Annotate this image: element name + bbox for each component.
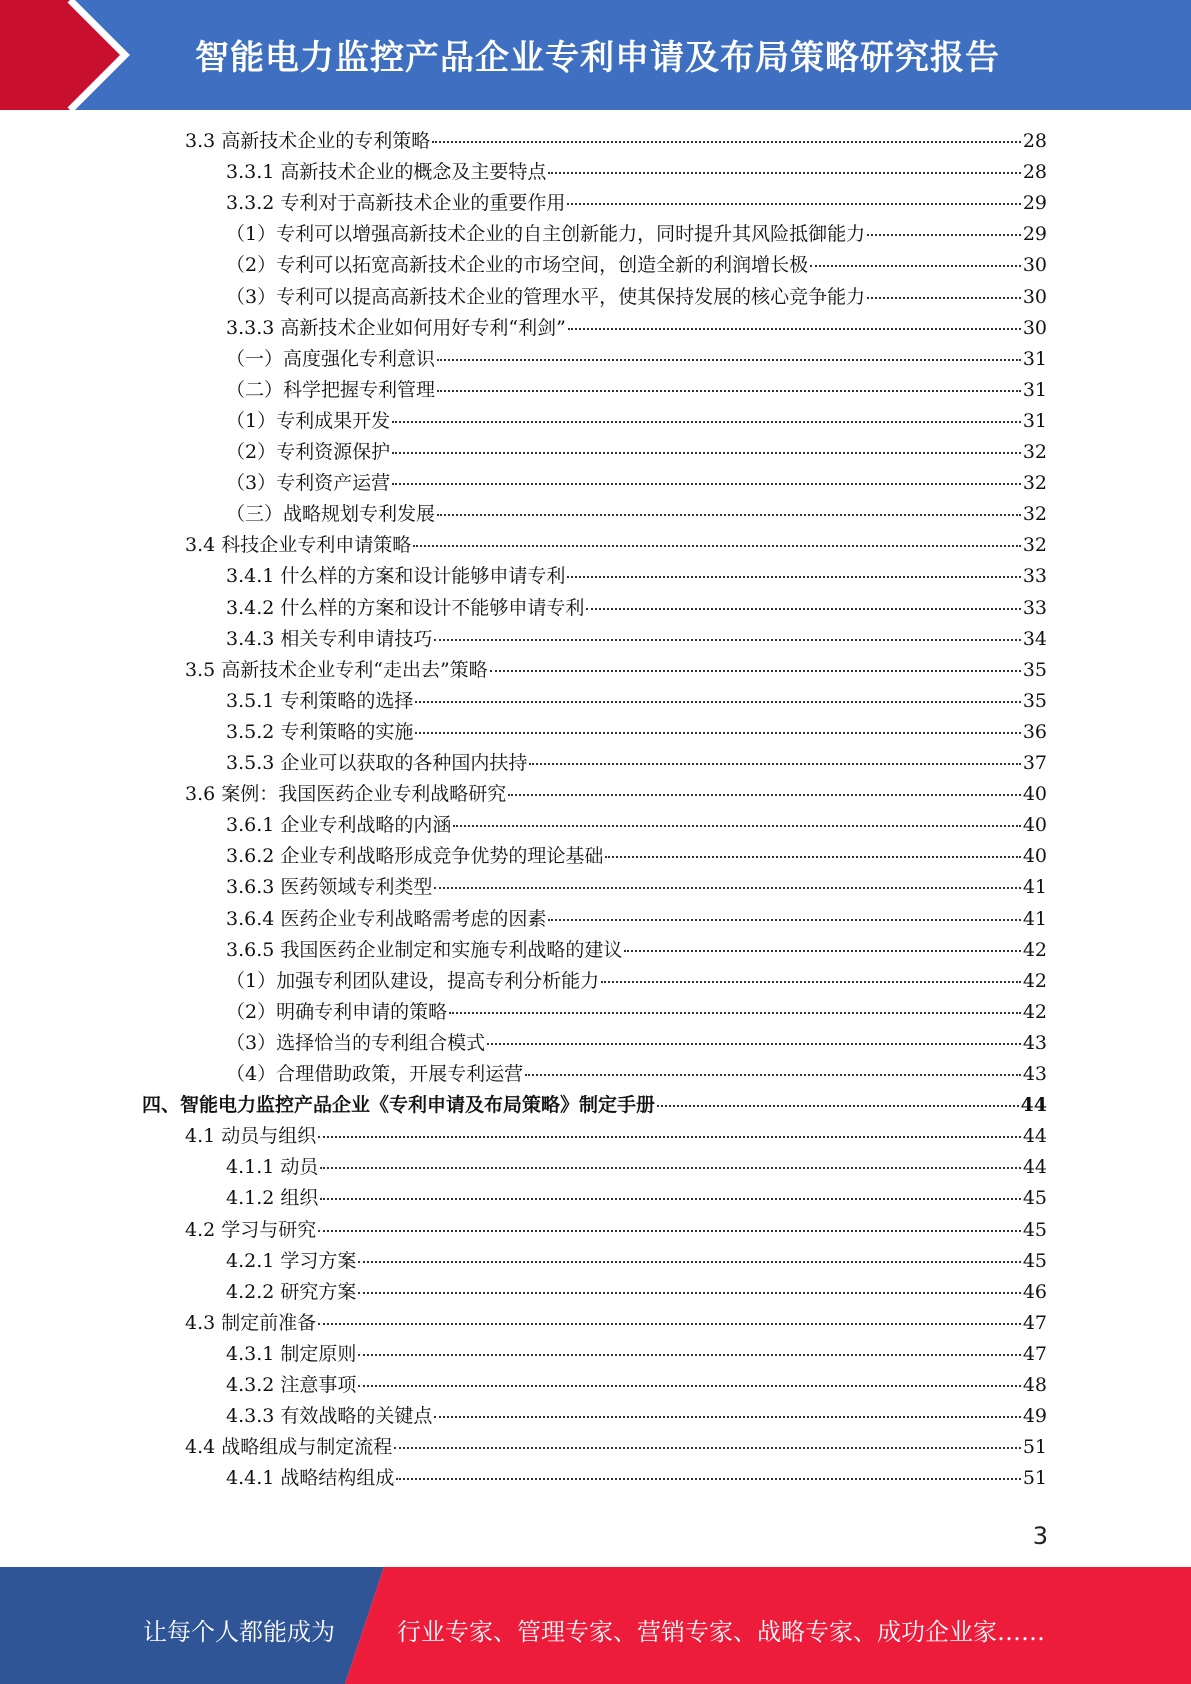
toc-entry-title: 3.3 高新技术企业的专利策略	[185, 130, 431, 152]
toc-entry-page: 29	[1022, 223, 1047, 246]
toc-leader-dots	[320, 1167, 1020, 1169]
toc-entry-page: 35	[1022, 689, 1047, 712]
toc-entry-page: 33	[1022, 596, 1047, 619]
toc-entry[interactable]	[226, 250, 1047, 281]
toc-entry-page: 41	[1022, 907, 1047, 930]
toc-entry[interactable]	[226, 437, 1047, 468]
toc-leader-dots	[548, 172, 1020, 174]
toc-leader-dots	[392, 421, 1021, 423]
toc-entry-page: 31	[1022, 378, 1047, 401]
toc-leader-dots	[453, 825, 1020, 827]
toc-leader-dots	[657, 1105, 1019, 1107]
page-header	[0, 0, 1191, 110]
toc-entry-title: （1）专利可以增强高新技术企业的自主创新能力，同时提升其风险抵御能力	[226, 223, 866, 246]
toc-entry-title: 4.1 动员与组织	[185, 1125, 317, 1148]
report-title: 智能电力监控产品企业专利申请及布局策略研究报告	[195, 38, 1000, 78]
toc-leader-dots	[586, 608, 1020, 610]
toc-entry-page: 44	[1020, 1094, 1047, 1117]
toc-entry-title: 3.6.4 医药企业专利战略需考虑的因素	[226, 907, 547, 930]
toc-entry[interactable]	[226, 1152, 1047, 1183]
toc-entry-page: 28	[1022, 161, 1047, 184]
toc-entry-title: 3.5.3 企业可以获取的各种国内扶持	[226, 752, 528, 774]
toc-entry-page: 30	[1022, 316, 1047, 339]
toc-entry[interactable]	[185, 779, 1047, 810]
toc-entry-title: （2）明确专利申请的策略	[226, 1000, 448, 1023]
toc-entry-page: 41	[1022, 876, 1047, 899]
toc-entry-title: 3.6.3 医药领域专利类型	[226, 876, 433, 899]
toc-entry-title: 4.1.2 组织	[226, 1187, 319, 1210]
toc-entry-title: （1）加强专利团队建设，提高专利分析能力	[226, 969, 600, 992]
toc-entry[interactable]	[226, 1059, 1047, 1090]
toc-entry-title: （3）专利资产运营	[226, 472, 391, 495]
toc-leader-dots	[437, 390, 1021, 392]
toc-entry-page: 43	[1022, 1031, 1047, 1054]
toc-entry-page: 44	[1022, 1125, 1047, 1148]
toc-entry[interactable]	[226, 406, 1047, 437]
toc-leader-dots	[434, 639, 1020, 641]
toc-leader-dots	[413, 545, 1021, 547]
toc-entry[interactable]	[226, 1246, 1047, 1277]
toc-entry[interactable]	[226, 468, 1047, 499]
toc-leader-dots	[490, 670, 1021, 672]
toc-entry-page: 33	[1022, 565, 1047, 588]
toc-leader-dots	[392, 483, 1021, 485]
toc-entry-title: 3.5.1 专利策略的选择	[226, 689, 414, 712]
toc-entry-title: 3.6.5 我国医药企业制定和实施专利战略的建议	[226, 938, 623, 961]
toc-entry-page: 32	[1022, 472, 1047, 495]
toc-leader-dots	[392, 452, 1021, 454]
toc-entry[interactable]	[226, 313, 1047, 344]
toc-entry[interactable]	[185, 126, 1047, 157]
toc-entry[interactable]	[226, 717, 1047, 748]
toc-entry[interactable]	[226, 1370, 1047, 1401]
toc-entry-title: 4.1.1 动员	[226, 1156, 319, 1179]
toc-entry-page: 34	[1022, 627, 1047, 650]
toc-leader-dots	[567, 203, 1020, 205]
toc-entry-title: 4.3 制定前准备	[185, 1311, 317, 1334]
toc-entry-title: 3.3.2 专利对于高新技术企业的重要作用	[226, 192, 566, 215]
toc-entry-title: 3.3.3 高新技术企业如何用好专利“利剑”	[226, 316, 566, 339]
toc-leader-dots	[437, 359, 1021, 361]
toc-leader-dots	[548, 919, 1020, 921]
toc-entry[interactable]	[226, 1277, 1047, 1308]
toc-leader-dots	[568, 328, 1021, 330]
toc-leader-dots	[508, 794, 1021, 796]
toc-entry[interactable]	[226, 282, 1047, 313]
toc-entry[interactable]	[185, 1432, 1047, 1463]
toc-entry-title: 4.3.1 制定原则	[226, 1342, 357, 1365]
toc-entry-title: 4.2.2 研究方案	[226, 1280, 357, 1303]
toc-leader-dots	[394, 1447, 1021, 1449]
toc-entry-title: 3.4.2 什么样的方案和设计不能够申请专利	[226, 596, 585, 619]
toc-entry-title: 4.3.2 注意事项	[226, 1374, 357, 1396]
toc-entry-page: 42	[1022, 1000, 1047, 1023]
toc-entry[interactable]	[226, 593, 1047, 624]
toc-entry-page: 40	[1022, 845, 1047, 868]
toc-leader-dots	[358, 1261, 1020, 1263]
footer-slogan-left: 让每个人都能成为	[143, 1618, 335, 1646]
toc-entry-title: 3.5.2 专利策略的实施	[226, 720, 414, 743]
toc-entry-title: （4）合理借助政策，开展专利运营	[226, 1063, 524, 1085]
toc-entry[interactable]	[226, 935, 1047, 966]
toc-leader-dots	[320, 1198, 1020, 1200]
toc-entry[interactable]	[226, 1028, 1047, 1059]
toc-entry-page: 32	[1022, 441, 1047, 463]
toc-entry-page: 40	[1022, 783, 1047, 806]
toc-entry-title: 4.4 战略组成与制定流程	[185, 1436, 393, 1459]
toc-entry-page: 49	[1022, 1405, 1047, 1428]
toc-entry-page: 48	[1022, 1374, 1047, 1396]
toc-entry-page: 28	[1022, 130, 1047, 152]
toc-entry-page: 47	[1022, 1342, 1047, 1365]
toc-entry[interactable]	[185, 1308, 1047, 1339]
toc-entry[interactable]	[185, 530, 1047, 561]
toc-entry-title: 3.4.3 相关专利申请技巧	[226, 627, 433, 650]
toc-leader-dots	[358, 1354, 1020, 1356]
toc-entry-title: 4.2.1 学习方案	[226, 1249, 357, 1272]
toc-entry-title: （3）选择恰当的专利组合模式	[226, 1031, 486, 1054]
toc-entry-title: 3.5 高新技术企业专利“走出去”策略	[185, 658, 488, 681]
toc-entry-title: （3）专利可以提高高新技术企业的管理水平，使其保持发展的核心竞争能力	[226, 285, 866, 308]
toc-entry[interactable]	[226, 375, 1047, 406]
toc-entry-page: 32	[1022, 503, 1047, 526]
toc-leader-dots	[867, 297, 1021, 299]
toc-entry[interactable]	[185, 655, 1047, 686]
toc-entry[interactable]	[226, 748, 1047, 779]
toc-leader-dots	[437, 514, 1021, 516]
header-arrow-graphic	[0, 0, 200, 110]
toc-entry-title: （2）专利可以拓宽高新技术企业的市场空间，创造全新的利润增长极	[226, 254, 809, 277]
toc-leader-dots	[318, 1323, 1021, 1325]
toc-entry-page: 37	[1022, 752, 1047, 774]
toc-entry-page: 43	[1022, 1063, 1047, 1085]
toc-entry-title: 4.2 学习与研究	[185, 1218, 317, 1241]
toc-entry-page: 45	[1022, 1187, 1047, 1210]
toc-entry[interactable]	[226, 997, 1047, 1028]
toc-entry-page: 51	[1022, 1436, 1047, 1459]
toc-entry-page: 42	[1022, 938, 1047, 961]
toc-entry[interactable]	[226, 499, 1047, 530]
toc-leader-dots	[487, 1043, 1021, 1045]
page-number: 3	[1032, 1522, 1048, 1550]
toc-entry-page: 36	[1022, 720, 1047, 743]
toc-entry[interactable]	[226, 219, 1047, 250]
toc-leader-dots	[358, 1385, 1020, 1387]
toc-entry-title: 四、智能电力监控产品企业《专利申请及布局策略》制定手册	[142, 1094, 656, 1117]
toc-entry-title: （二）科学把握专利管理	[226, 378, 436, 401]
toc-entry-title: 4.3.3 有效战略的关键点	[226, 1405, 433, 1428]
toc-entry[interactable]	[226, 188, 1047, 219]
toc-leader-dots	[624, 950, 1020, 952]
toc-entry-page: 31	[1022, 347, 1047, 370]
toc-entry[interactable]	[226, 966, 1047, 997]
toc-entry-title: 3.6 案例：我国医药企业专利战略研究	[185, 783, 507, 806]
toc-entry[interactable]	[226, 1339, 1047, 1370]
toc-entry[interactable]	[226, 810, 1047, 841]
toc-leader-dots	[567, 576, 1020, 578]
toc-entry-title: （1）专利成果开发	[226, 409, 391, 432]
toc-leader-dots	[605, 856, 1020, 858]
toc-entry[interactable]	[142, 1090, 1047, 1121]
toc-leader-dots	[415, 701, 1020, 703]
toc-entry-title: 3.6.1 企业专利战略的内涵	[226, 814, 452, 837]
toc-leader-dots	[434, 887, 1020, 889]
toc-entry[interactable]	[226, 872, 1047, 903]
toc-entry[interactable]	[226, 624, 1047, 655]
toc-entry[interactable]	[185, 1215, 1047, 1246]
toc-entry-page: 45	[1022, 1249, 1047, 1272]
toc-entry-page: 30	[1022, 254, 1047, 277]
toc-leader-dots	[601, 981, 1021, 983]
toc-entry-title: 3.3.1 高新技术企业的概念及主要特点	[226, 161, 547, 184]
toc-leader-dots	[529, 763, 1020, 765]
toc-entry-page: 32	[1022, 534, 1047, 557]
toc-leader-dots	[318, 1136, 1021, 1138]
toc-entry[interactable]	[226, 344, 1047, 375]
footer-slogan-right: 行业专家、管理专家、营销专家、战略专家、成功企业家……	[397, 1618, 1045, 1646]
toc-entry-title: （三）战略规划专利发展	[226, 503, 436, 526]
toc-entry[interactable]	[226, 1401, 1047, 1432]
toc-entry-page: 42	[1022, 969, 1047, 992]
toc-entry-title: 4.4.1 战略结构组成	[226, 1467, 395, 1490]
toc-leader-dots	[525, 1074, 1021, 1076]
toc-leader-dots	[415, 732, 1020, 734]
toc-leader-dots	[810, 265, 1021, 267]
toc-entry-page: 47	[1022, 1311, 1047, 1334]
toc-entry-title: 3.4 科技企业专利申请策略	[185, 534, 412, 557]
toc-entry-page: 51	[1022, 1467, 1047, 1490]
toc-leader-dots	[867, 234, 1021, 236]
toc-entry-page: 40	[1022, 814, 1047, 837]
toc-entry[interactable]	[185, 1121, 1047, 1152]
toc-entry[interactable]	[226, 1463, 1047, 1494]
toc-leader-dots	[432, 141, 1021, 143]
toc-entry[interactable]	[226, 904, 1047, 935]
toc-entry[interactable]	[226, 1183, 1047, 1214]
toc-entry-title: 3.4.1 什么样的方案和设计能够申请专利	[226, 565, 566, 588]
toc-leader-dots	[358, 1292, 1020, 1294]
toc-entry-page: 46	[1022, 1280, 1047, 1303]
toc-entry-page: 31	[1022, 409, 1047, 432]
page-footer	[0, 1567, 1191, 1684]
toc-leader-dots	[396, 1478, 1020, 1480]
toc-entry[interactable]	[226, 686, 1047, 717]
toc-entry-title: （一）高度强化专利意识	[226, 347, 436, 370]
toc-entry-title: （2）专利资源保护	[226, 441, 391, 463]
toc-leader-dots	[449, 1012, 1021, 1014]
toc-entry-title: 3.6.2 企业专利战略形成竞争优势的理论基础	[226, 845, 604, 868]
toc-entry-page: 29	[1022, 192, 1047, 215]
toc-entry-page: 35	[1022, 658, 1047, 681]
toc-entry[interactable]	[226, 561, 1047, 592]
toc-entry[interactable]	[226, 157, 1047, 188]
toc-leader-dots	[434, 1416, 1020, 1418]
toc-leader-dots	[318, 1230, 1021, 1232]
toc-entry-page: 45	[1022, 1218, 1047, 1241]
toc-entry-page: 30	[1022, 285, 1047, 308]
toc-entry[interactable]	[226, 841, 1047, 872]
toc-entry-page: 44	[1022, 1156, 1047, 1179]
